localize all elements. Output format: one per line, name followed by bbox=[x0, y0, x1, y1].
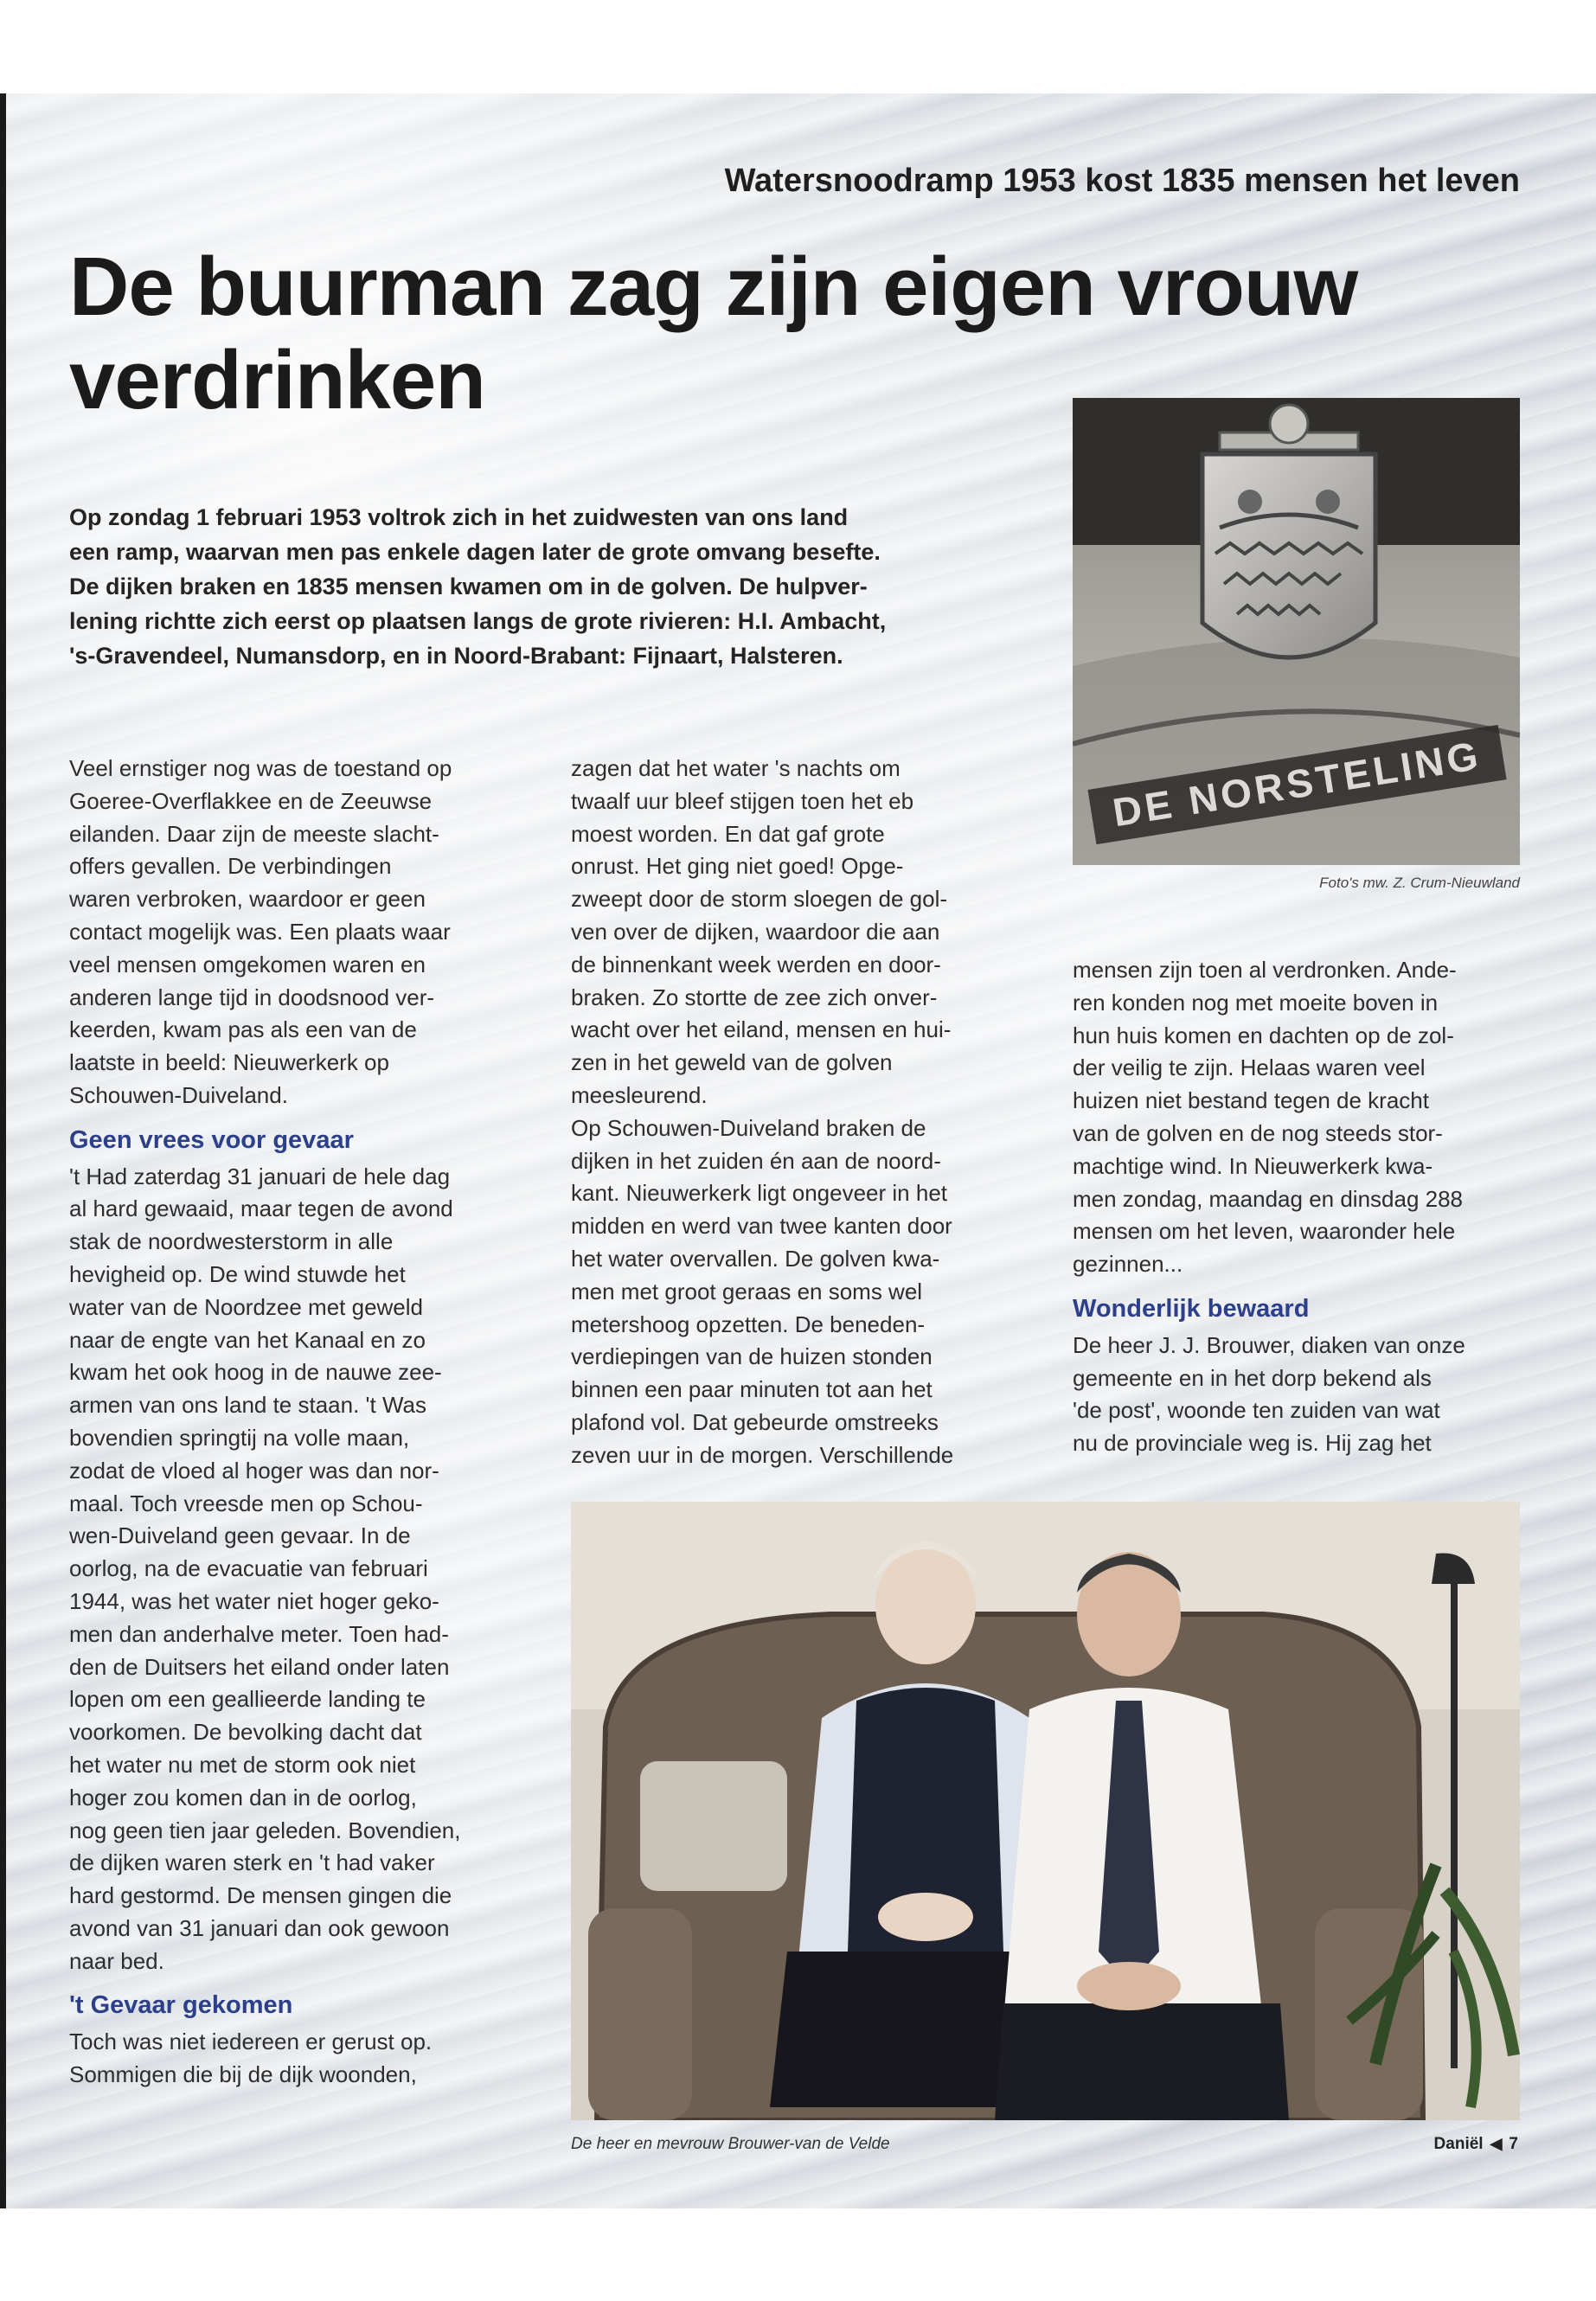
text-line: naar de engte van het Kanaal en zo bbox=[69, 1326, 426, 1353]
coat-of-arms-icon bbox=[1202, 405, 1375, 657]
text-line: men met groot geraas en soms wel bbox=[571, 1278, 923, 1304]
text-line: lopen om een geallieerde landing te bbox=[69, 1686, 426, 1713]
text-line: nu de provinciale weg is. Hij zag het bbox=[1073, 1430, 1432, 1457]
text-line: braken. Zo stortte de zee zich onver- bbox=[571, 984, 938, 1010]
column-3-paragraph-2 bbox=[1073, 1330, 1522, 1460]
text-line: der veilig te zijn. Helaas waren veel bbox=[1073, 1054, 1426, 1081]
text-line: metershoog opzetten. De beneden- bbox=[571, 1311, 926, 1337]
text-line: 'de post', woonde ten zuiden van wat bbox=[1073, 1397, 1440, 1424]
text-line: wacht over het eiland, mensen en hui- bbox=[571, 1016, 952, 1043]
text-line: al hard gewaaid, maar tegen de avond bbox=[69, 1195, 453, 1222]
text-line: dijken in het zuiden én aan de noord- bbox=[571, 1147, 941, 1174]
text-line: Schouwen-Duiveland. bbox=[69, 1081, 288, 1108]
text-line: 1944, was het water niet hoger geko- bbox=[69, 1587, 439, 1614]
text-line: moest worden. En dat gaf grote bbox=[571, 820, 885, 847]
text-line: de binnenkant week werden en door- bbox=[571, 951, 941, 977]
photo-credit: Foto's mw. Z. Crum-Nieuwland bbox=[1319, 875, 1520, 891]
text-line: eilanden. Daar zijn de meeste slacht- bbox=[69, 820, 439, 847]
text-line: zen in het geweld van de golven bbox=[571, 1049, 893, 1076]
text-line: Veel ernstiger nog was de toestand op bbox=[69, 755, 452, 781]
page-edge-bar bbox=[0, 93, 6, 2208]
magazine-name: Daniël bbox=[1433, 2135, 1484, 2153]
text-line: onrust. Het ging niet goed! Opge- bbox=[571, 853, 904, 880]
column-2-paragraph-1 bbox=[571, 753, 1029, 1472]
text-line: anderen lange tijd in doodsnood ver- bbox=[69, 984, 435, 1010]
text-line: machtige wind. In Nieuwerkerk kwa- bbox=[1073, 1152, 1433, 1179]
monument-inscription-text: DE NORSTELING bbox=[1109, 732, 1484, 836]
page-footer bbox=[1434, 2135, 1518, 2154]
text-line: kant. Nieuwerkerk ligt ongeveer in het bbox=[571, 1180, 948, 1207]
text-line: wen-Duiveland geen gevaar. In de bbox=[69, 1522, 411, 1549]
text-line: het water overvallen. De golven kwa- bbox=[571, 1245, 940, 1272]
text-line: avond van 31 januari dan ook gewoon bbox=[69, 1914, 450, 1941]
text-line: keerden, kwam pas als een van de bbox=[69, 1016, 417, 1043]
column-3-paragraph-1 bbox=[1073, 954, 1522, 1281]
text-line: het water nu met de storm ook niet bbox=[69, 1751, 416, 1778]
lede-line: lening richtte zich eerst op plaatsen langs de grote rivieren: H.I. Ambacht, bbox=[69, 608, 887, 634]
text-line: De heer J. J. Brouwer, diaken van onze bbox=[1073, 1331, 1465, 1358]
text-line: laatste in beeld: Nieuwerkerk op bbox=[69, 1049, 389, 1076]
text-line: Goeree-Overflakkee en de Zeeuwse bbox=[69, 787, 433, 814]
text-line: den de Duitsers het eiland onder laten bbox=[69, 1653, 450, 1680]
text-line: contact mogelijk was. Een plaats waar bbox=[69, 918, 451, 945]
text-line: men dan anderhalve meter. Toen had- bbox=[69, 1620, 449, 1647]
column-1-paragraph-3 bbox=[69, 2026, 519, 2092]
text-line: meesleurend. bbox=[571, 1081, 708, 1108]
text-line: zagen dat het water 's nachts om bbox=[571, 755, 901, 781]
text-line: Sommigen die bij de dijk woonden, bbox=[69, 2061, 417, 2088]
column-1-paragraph-2 bbox=[69, 1161, 519, 1978]
text-line: voorkomen. De bevolking dacht dat bbox=[69, 1719, 422, 1746]
photo-caption: De heer en mevrouw Brouwer-van de Velde bbox=[571, 2135, 890, 2153]
text-line: armen van ons land te staan. 't Was bbox=[69, 1392, 426, 1419]
monument-photo bbox=[1073, 398, 1520, 865]
lede-line: Op zondag 1 februari 1953 voltrok zich in het zuidwesten van ons land bbox=[69, 504, 849, 530]
text-line: zeven uur in de morgen. Verschillende bbox=[571, 1441, 954, 1468]
text-line: midden en werd van twee kanten door bbox=[571, 1213, 952, 1240]
text-line: twaalf uur bleef stijgen toen het eb bbox=[571, 787, 914, 814]
text-line: stak de noordwesterstorm in alle bbox=[69, 1228, 394, 1255]
lede bbox=[69, 500, 1021, 673]
lede-line: 's-Gravendeel, Numansdorp, en in Noord-Brabant: Fijnaart, Halsteren. bbox=[69, 643, 843, 669]
text-line: veel mensen omgekomen waren en bbox=[69, 951, 426, 977]
subheading-geen-vrees: Geen vrees voor gevaar bbox=[69, 1125, 354, 1154]
text-line: plafond vol. Dat gebeurde omstreeks bbox=[571, 1408, 939, 1435]
text-line: nog geen tien jaar geleden. Bovendien, bbox=[69, 1817, 461, 1843]
text-line: ven over de dijken, waardoor die aan bbox=[571, 918, 940, 945]
article-column-3 bbox=[1073, 954, 1522, 1460]
arrow-left-icon: ◀ bbox=[1490, 2135, 1503, 2152]
text-line: Op Schouwen-Duiveland braken de bbox=[571, 1114, 926, 1141]
text-line: zweept door de storm sloegen de gol- bbox=[571, 886, 948, 913]
text-line: de dijken waren sterk en 't had vaker bbox=[69, 1849, 435, 1876]
kicker: Watersnoodramp 1953 kost 1835 mensen het leven bbox=[724, 163, 1520, 199]
text-line: waren verbroken, waardoor er geen bbox=[69, 886, 426, 913]
magazine-page bbox=[0, 93, 1596, 2208]
text-line: hard gestormd. De mensen gingen die bbox=[69, 1882, 452, 1909]
couple-illustration bbox=[571, 1502, 1520, 2120]
headline: De buurman zag zijn eigen vrouw verdrinken bbox=[69, 240, 1358, 426]
text-line: huizen niet bestand tegen de kracht bbox=[1073, 1087, 1429, 1114]
text-line: ren konden nog met moeite boven in bbox=[1073, 989, 1439, 1016]
text-line: hoger zou komen dan in de oorlog, bbox=[69, 1784, 417, 1811]
text-line: binnen een paar minuten tot aan het bbox=[571, 1376, 933, 1403]
text-line: naar bed. bbox=[69, 1947, 164, 1974]
text-line: gemeente en in het dorp bekend als bbox=[1073, 1364, 1432, 1391]
text-line: water van de Noordzee met geweld bbox=[69, 1293, 424, 1320]
lede-line: een ramp, waarvan men pas enkele dagen later de grote omvang besefte. bbox=[69, 539, 881, 565]
article-column-1 bbox=[69, 753, 519, 2092]
article-column-2 bbox=[571, 753, 1029, 1472]
text-line: Toch was niet iedereen er gerust op. bbox=[69, 2029, 433, 2055]
lede-line: De dijken braken en 1835 mensen kwamen om in de golven. De hulpver- bbox=[69, 574, 868, 599]
text-line: mensen zijn toen al verdronken. Ande- bbox=[1073, 957, 1457, 983]
text-line: mensen om het leven, waaronder hele bbox=[1073, 1218, 1456, 1245]
text-line: maal. Toch vreesde men op Schou- bbox=[69, 1490, 423, 1516]
text-line: van de golven en de nog steeds stor- bbox=[1073, 1119, 1443, 1146]
text-line: oorlog, na de evacuatie van februari bbox=[69, 1555, 428, 1582]
subheading-gevaar-gekomen: 't Gevaar gekomen bbox=[69, 1991, 293, 2020]
text-line: kwam het ook hoog in de nauwe zee- bbox=[69, 1359, 442, 1386]
text-line: offers gevallen. De verbindingen bbox=[69, 853, 392, 880]
text-line: hevigheid op. De wind stuwde het bbox=[69, 1260, 406, 1287]
text-line: gezinnen... bbox=[1073, 1251, 1183, 1278]
text-line: bovendien springtij na volle maan, bbox=[69, 1424, 410, 1451]
column-1-paragraph-1 bbox=[69, 753, 519, 1112]
couple-photo bbox=[571, 1502, 1520, 2120]
subheading-wonderlijk-bewaard: Wonderlijk bewaard bbox=[1073, 1294, 1310, 1323]
text-line: verdiepingen van de huizen stonden bbox=[571, 1343, 933, 1370]
text-line: zodat de vloed al hoger was dan nor- bbox=[69, 1457, 439, 1484]
text-line: 't Had zaterdag 31 januari de hele dag bbox=[69, 1163, 451, 1189]
monument-illustration bbox=[1073, 398, 1520, 865]
text-line: men zondag, maandag en dinsdag 288 bbox=[1073, 1185, 1464, 1212]
text-line: hun huis komen en dachten op de zol- bbox=[1073, 1022, 1454, 1048]
page-number: 7 bbox=[1509, 2135, 1518, 2153]
